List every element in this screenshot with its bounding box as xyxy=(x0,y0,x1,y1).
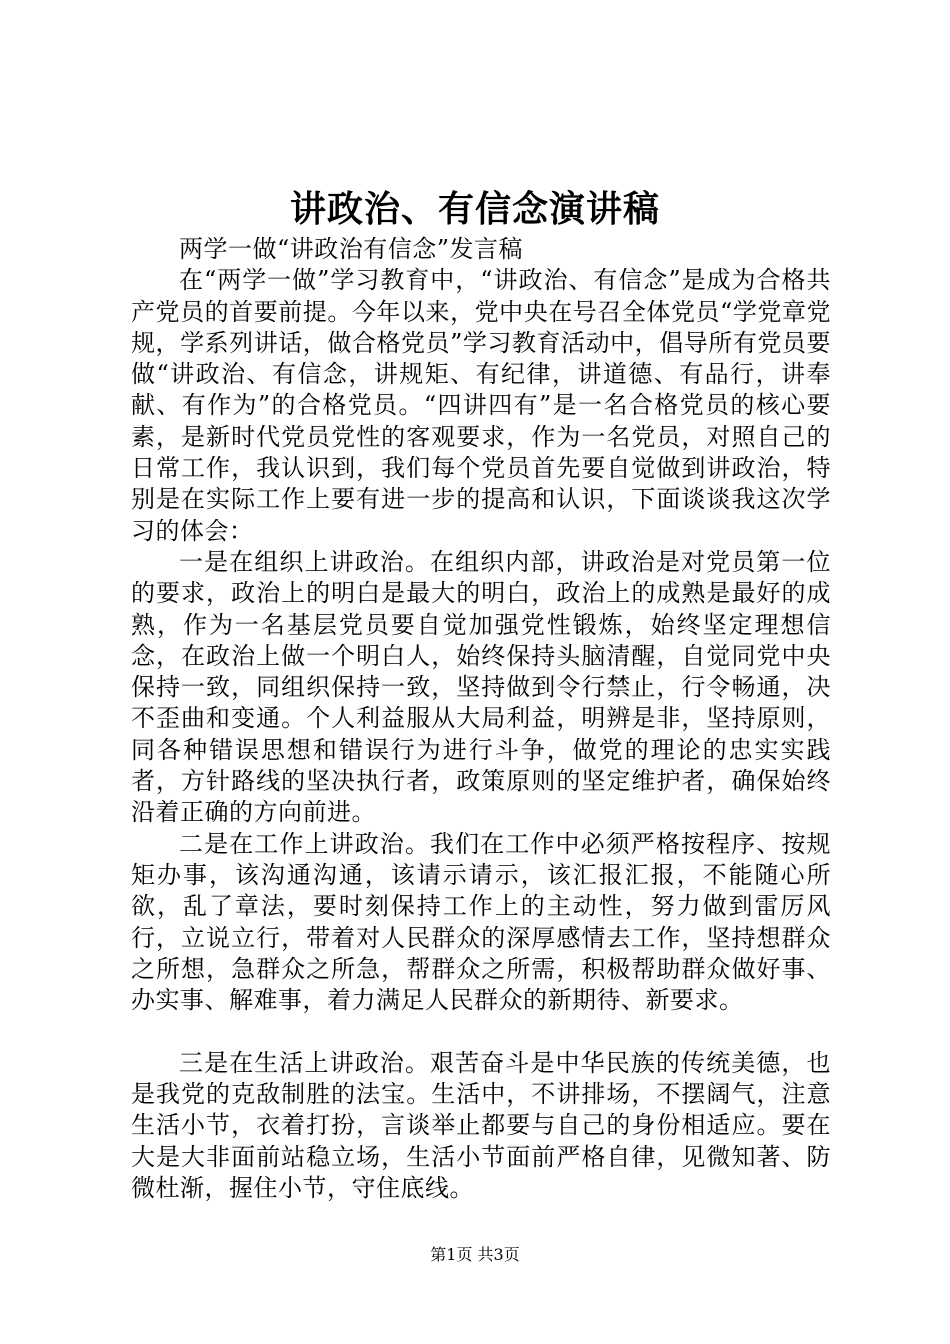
subtitle-line: 两学一做“讲政治有信念”发言稿 xyxy=(179,235,524,263)
page-title: 讲政治、有信念演讲稿 xyxy=(289,188,660,230)
document-body xyxy=(131,234,831,1204)
paragraph-organization: 一是在组织上讲政治。在组织内部，讲政治是对党员第一位的要求，政治上的明白是最大的明白，政治上的成熟是最好的成熟，作为一名基层党员要自觉加强党性锻炼，始终坚定理想信念，在政治上做一个明白人，始终保持头脑清醒，自觉同党中央保持一致，同组织保持一致，坚持做到令行禁止，行令畅通，决不歪曲和变通。个人利益服从大局利益，明辨是非，坚持原则，同各种错误思想和错误行为进行斗争，做党的理论的忠实实践者，方针路线的坚决执行者，政策原则的坚定维护者，确保始终沿着正确的方向前进。 xyxy=(131,547,831,827)
page-footer: 第1页 共3页 xyxy=(430,1245,520,1264)
paragraph-life: 三是在生活上讲政治。艰苦奋斗是中华民族的传统美德，也是我党的克敌制胜的法宝。生活中，不讲排场，不摆阔气，注意生活小节，衣着打扮，言谈举止都要与自己的身份相适应。要在大是大非面前站稳立场，生活小节面前严格自律，见微知著、防微杜渐，握住小节，守住底线。 xyxy=(131,1048,831,1202)
paragraph-work: 二是在工作上讲政治。我们在工作中必须严格按程序、按规矩办事，该沟通沟通，该请示请示，该汇报汇报，不能随心所欲，乱了章法，要时刻保持工作上的主动性，努力做到雷厉风行，立说立行，带着对人民群众的深厚感情去工作，坚持想群众之所想，急群众之所急，帮群众之所需，积极帮助群众做好事、办实事、解难事，着力满足人民群众的新期待、新要求。 xyxy=(131,829,831,1015)
paragraph-intro: 在“两学一做”学习教育中，“讲政治、有信念”是成为合格共产党员的首要前提。今年以来，党中央在号召全体党员“学党章党规，学系列讲话，做合格党员”学习教育活动中，倡导所有党员要做“讲政治、有信念，讲规矩、有纪律，讲道德、有品行，讲奉献、有作为”的合格党员。“四讲四有”是一名合格党员的核心要素，是新时代党员党性的客观要求，作为一名党员，对照自己的日常工作，我认识到，我们每个党员首先要自觉做到讲政治，特别是在实际工作上要有进一步的提高和认识，下面谈谈我这次学习的体会： xyxy=(131,266,831,545)
paragraph-gap xyxy=(131,1016,831,1047)
